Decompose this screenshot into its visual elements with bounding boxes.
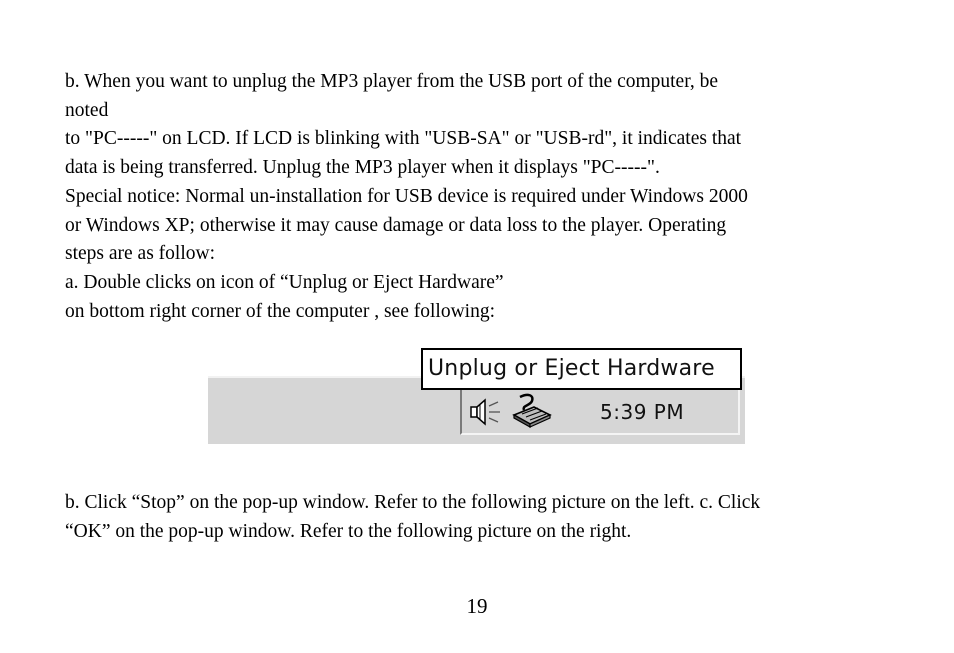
text-line: data is being transferred. Unplug the MP3 player when it displays "PC-----". [65, 157, 660, 179]
text-line: steps are as follow: [65, 243, 216, 265]
usb-eject-icon[interactable] [508, 393, 556, 429]
unplug-eject-tooltip: Unplug or Eject Hardware [421, 348, 742, 390]
text-line: noted [65, 99, 109, 121]
text-line: on bottom right corner of the computer , see following: [65, 300, 495, 322]
text-line: b. Click “Stop” on the pop-up window. Refer to the following picture on the left. c. Click [65, 492, 761, 513]
text-line: or Windows XP; otherwise it may cause damage or data loss to the player. Operating [65, 214, 727, 236]
text-line: a. Double clicks on icon of “Unplug or Eject Hardware” [65, 271, 504, 293]
system-tray [460, 387, 740, 435]
text-line: Special notice: Normal un-installation for USB device is required under Windows 2000 [65, 185, 748, 207]
text-line: to "PC-----" on LCD. If LCD is blinking with "USB-SA" or "USB-rd", it indicates that [65, 128, 742, 150]
speaker-icon[interactable] [468, 397, 502, 427]
text-line: “OK” on the pop-up window. Refer to the following picture on the right. [65, 520, 632, 542]
taskbar-clock: 5:39 PM [600, 400, 685, 424]
page-number: 19 [466, 594, 488, 618]
text-line: b. When you want to unplug the MP3 player from the USB port of the computer, be [65, 71, 719, 92]
instruction-paragraph-1 [65, 68, 748, 326]
instruction-paragraph-2 [65, 489, 760, 546]
